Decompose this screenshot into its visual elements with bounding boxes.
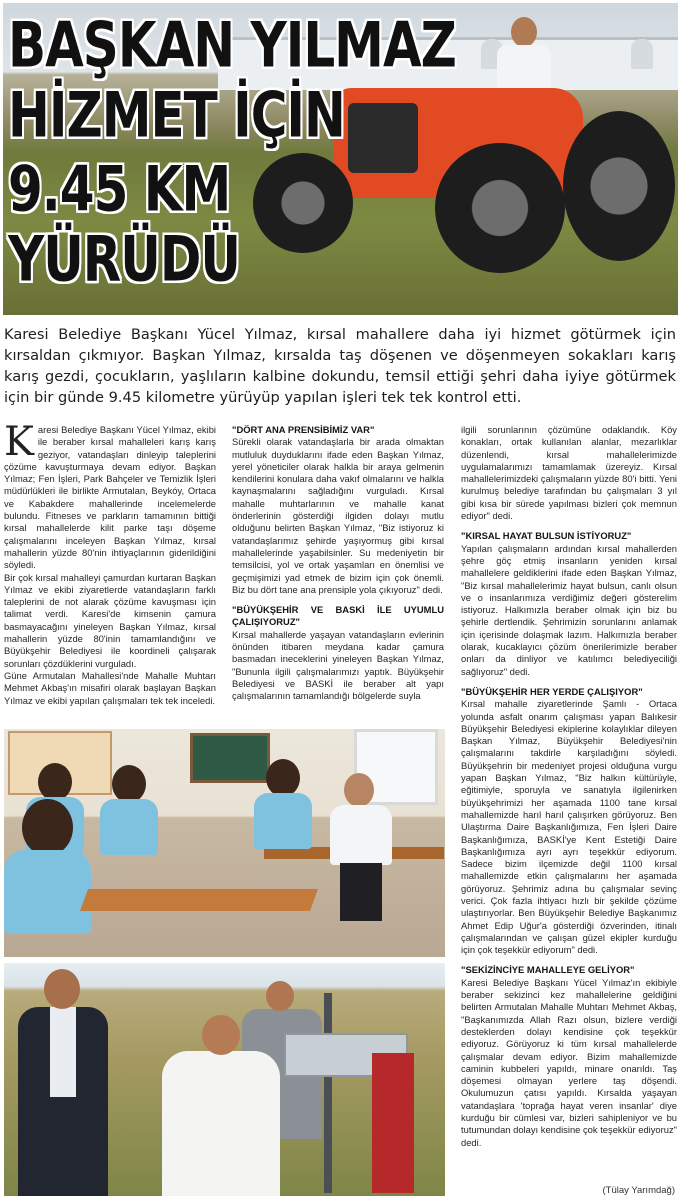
classroom-photo bbox=[4, 729, 445, 957]
article-column-2 bbox=[232, 424, 444, 703]
lead-paragraph: Karesi Belediye Başkanı Yücel Yılmaz, kırsal mahallere daha iyi hizmet götürmek için kırsaldan çıkmıyor. Başkan Yılmaz, kırsalda taş döşenen ve döşenmeyen sokakları karış karış gezdi, çocukların, yaşlıların kalbine dokundu, temsil ettiği şehri daha iyiye götürmek için bir günde 9.45 kilometre yürüyüp yapılan işleri tek tek kontrol etti. bbox=[4, 326, 676, 406]
subheading: "BÜYÜKŞEHİR VE BASKİ İLE UYUMLU ÇALIŞIYORUZ" bbox=[232, 604, 444, 628]
article-paragraph: Yapılan çalışmaların ardından kırsal mahallerden şehre göç etmiş insanların yeniden kırsal mahallelere geldiklerini ifade eden Başkan Yılmaz, "Biz kırsal mahallelerimiz hayat bulsun, canlı olsun ve o insanlarımıza verdiğimiz değeri gösterelim istiyoruz. Halkımızla beraber olmak için biz bu şehirle dertlendik. Şehrimizin sorunlarını anlamak için içerisinde dolaşmak lazım. Halkımızla beraber olarak, kucaklayıcı çözüm önerilerimizle beraber onları da dinliyor ve katılımcı belediyeciliği sağlıyoruz" dedi. bbox=[461, 542, 677, 677]
hero-tractor-wheel bbox=[563, 111, 675, 261]
man-in-white-shirt bbox=[162, 1015, 280, 1196]
subheading: "KIRSAL HAYAT BULSUN İSTİYORUZ" bbox=[461, 530, 632, 542]
hero-tractor-wheel bbox=[253, 153, 353, 253]
hero-tractor-wheel bbox=[435, 143, 565, 273]
student bbox=[254, 759, 312, 849]
article-paragraph: Kırsal mahallerde yaşayan vatandaşların evlerinin önünden itibaren meydana kadar çamura basmadan ineceklerini yineleyen Başkan Yılmaz, "Bununla ilgili çalışmalarımızı yaptık. Büyükşehir Belediyesi ve BASKİ ile beraber alt yapı çalışmalarının tamamlandığı bölgelerde suyla bbox=[232, 628, 444, 702]
headline-line-2: HİZMET İÇİN bbox=[8, 79, 345, 152]
article-paragraph: Kırsal mahalle ziyaretlerinde Şamlı - Ortaca yolunda asfalt onarım çalışması yapan Balıkesir Büyükşehir Belediyesi ekiplerine kolaylıklar dileyen Başkan Yılmaz, Büyükşehir Belediyesi'nin çalışmalarını takdirle karşıladığını söyledi. Büyükşehrin bir medeniyet projesi olduğuna vurgu yapan Başkan Yılmaz, "Biz halkın kültürüyle, eğitimiyle, sporuyla ve sanatıyla ilgilenirken büyükşehrimizi her aşamada 1100 tane kırsal mahallemizde harıl harıl çalışırken görüyoruz. Ben Ulaştırma Daire Başkanlığımıza, Fen İşleri Daire Başkanlığımıza, BASKİ'ye Kent Estetiği Daire Başkanlığımıza ayrı ayrı teşekkür ediyorum. Sadece bizim ilçemizde değil 1100 kırsal mahallemizde etkin çalışmalarını her aşamada görüyoruz. Şehrimiz adına bu çalışmalar sevinç verici. Çok fazla ihtiyacı hızlı bir şekilde çözüme ulaştırıyorlar. Ben Büyükşehir Belediye Başkanımız Ahmet Edip Uğur'a gösterdiği özverinden, itinalı çalışmalarından ve çalışan güzel ekipler kurduğu için çok teşekkür ediyorum" dedi. bbox=[461, 698, 677, 956]
article-paragraph: Karesi Belediye Başkanı Yücel Yılmaz, ekibi ile beraber kırsal mahalleleri karış karış geziyor, vatandaşları dinleyip taleplerini çözüme kavuşturmaya devam ediyor. Başkan Yılmaz; Fen İşleri, Park Bahçeler ve Temizlik İşleri müdürlükleri ile birlikte Armutalan, Beykóy, Ortaca ve Kabakdere mahallerinde incelemelerde bulundu. Fitneses ve parkların tamamının bittiği kırsal mahallelerde kilit parke taşı döşeme çalışmalarını inceleyen Başkan Yılmaz, kırsal mahallerin yüzde 80'nin ihtiyaçlarının giderildiğini söyledi. bbox=[4, 419, 216, 571]
subheading: "BÜYÜKŞEHİR HER YERDE ÇALIŞIYOR" bbox=[461, 685, 643, 697]
headline-line-1: BAŞKAN YILMAZ bbox=[8, 9, 456, 82]
subheading: "SEKİZİNCİYE MAHALLEYE GELİYOR" bbox=[461, 964, 635, 976]
article-paragraph: Sürekli olarak vatandaşlarla bir arada olmaktan mutluluk duyduklarını ifade eden Başkan Yılmaz, yerel yöneticiler olarak halkla bir araya gelmenin kendilerini konulara daha vakıf olmalarını ve halkla kaynaşmalarını sağladığını vurguladı. Kırsal mahalle muhtarlarının ve mahalle kanat önderlerinin gösterdiği ilgiden dolayı mutlu olduğunu belirten Başkan Yılmaz, "Biz istiyoruz ki vatandaşlarımız şehirde yaşıyormuş gibi kırsal mahallelerinde yaşabilsinler. Su medeniyetin bir temsilcisi, yol ve ortak yaşamları en önemlisi ve geçmişimizi yad etmek de bizim için çok önemli. Biz bu dört tane ana prensiple yola çıkıyoruz" dedi. bbox=[232, 436, 444, 595]
mayor-seated bbox=[326, 773, 396, 923]
subheading: "DÖRT ANA PRENSİBİMİZ VAR" bbox=[232, 424, 375, 435]
author-credit: (Tülay Yarımdağ) bbox=[602, 1185, 675, 1196]
article-paragraph: ilgili sorunlarının çözümüne odaklandık. Köy konakları, ortak kullanılan alanlar, mezarlıklar düzenlendi, kırsal mahallelerimizde uygulamalarımızı tamamlamak üzereyiz. Kırsal mahallelerimizdeki çalışmaların yüzde 80'i bitti. Yeni kurulmuş belediye tarafından bu çalışmaları 3 yıl gibi kısa bir sürede yapılması bizleri çok memnun ediyor" dedi. bbox=[461, 424, 677, 522]
article-column-3 bbox=[461, 424, 677, 1149]
article-paragraph: Bir çok kırsal mahalleyi çamurdan kurtaran Başkan Yılmaz ve ekibi ziyaretlerde vatandaşların farklı taleplerini de not alarak çözüme kavuşması için talimat verdi. Karesi'de kimsenin çamura basmayacağını yineleyen Başkan Yılmaz, kırsal mahallerin yüzde 80'inin tamamlandığını ve Büyükşehir Belediyesi ile koordineli çalışarak sorunları çözdüklerini vurguladı. bbox=[4, 571, 216, 669]
mayor-in-suit bbox=[18, 969, 108, 1196]
article-paragraph: Karesi Belediye Başkanı Yücel Yılmaz'ın ekibiyle beraber sekizinci kez mahallelerine geldiğini belirten Armutalan Mahalle Muhtarı Mehmet Akbaş, "Başkanımızda Allah Razı olsun, bizlere verdiği desteklerden dolayı kendisine çok teşekkür ediyoruz. Görüyoruz ki tüm kırsal mahallelerde çalışmalar devam ediyor. Bizim mahallemizde caminin kubbeleri yapıldı, minare onarıldı. Taş döşemesi olmayan yerlere taş döşendi. Okulumuzun çatısı yapıldı. Kırsalda yaşayan vatandaşlara 'toprağa hayat veren insanlar' diye kurduğu bir cümlesi var, bizleri sahipleniyor ve bu tutumundan dolayı kendisine çok teşekkür ediyoruz" dedi. bbox=[461, 976, 677, 1148]
hero-tractor-grille bbox=[348, 103, 418, 173]
headline-line-3: 9.45 KM bbox=[8, 153, 231, 226]
chalkboard bbox=[190, 733, 270, 783]
school-desk bbox=[80, 889, 318, 911]
hero-silo bbox=[631, 39, 653, 69]
headline-line-4: YÜRÜDÜ bbox=[8, 223, 241, 296]
article-paragraph: Güne Armutalan Mahallesi'nde Mahalle Muhtarı Mehmet Akbaş'ın misafiri olarak başlayan Başkan Yılmaz ve ekibi yapılan çalışmaları tek tek inceledi. bbox=[4, 669, 216, 706]
article-column-1 bbox=[4, 419, 216, 707]
farm-machine bbox=[274, 993, 414, 1193]
field-visit-photo bbox=[4, 963, 445, 1196]
drop-cap: K bbox=[4, 419, 34, 465]
